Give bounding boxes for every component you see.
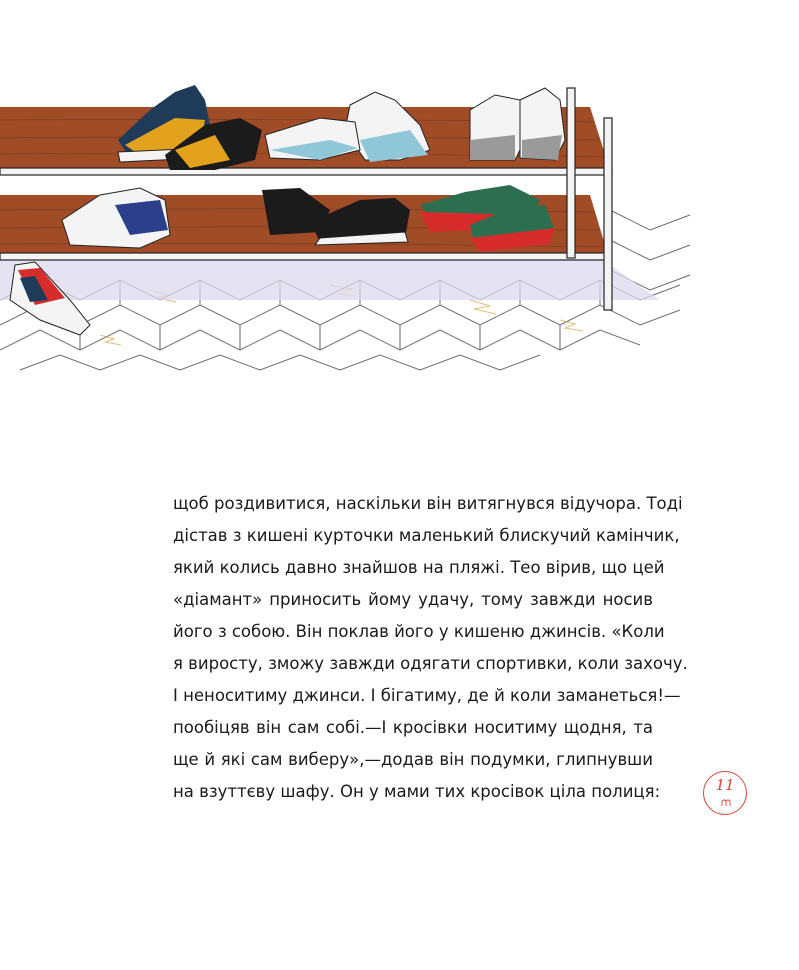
top-shelf-rail <box>0 168 612 175</box>
story-line: щоб роздивитися, наскільки він витягнувся відучора. Тоді <box>173 494 683 513</box>
story-line: пообіцяв він сам собі.—І кросівки носитиму щодня, та <box>173 718 653 737</box>
story-line: дістав з кишені курточки маленький блискучий камінчик, <box>173 526 680 545</box>
sneaker-grey-pair <box>470 88 565 160</box>
story-line: ще й які сам виберу»,—додав він подумки, глипнувши <box>173 750 653 769</box>
story-line: «діамант» приносить йому удачу, тому завжди носив <box>173 590 653 609</box>
story-line: І неноситиму джинси. І бігатиму, де й коли заманеться!— <box>173 686 681 705</box>
story-line: його з собою. Він поклав його у кишеню джинсів. «Коли <box>173 622 665 641</box>
story-line: на взуттєву шафу. Он у мами тих кросівок ціла полиця: <box>173 782 661 801</box>
story-line: який колись давно знайшов на пляжі. Тео вірив, що цей <box>173 558 665 577</box>
page-number: 11 <box>715 776 735 794</box>
publisher-logo-icon <box>721 799 731 807</box>
story-line: я виросту, зможу завжди одягати спортивки, коли захочу. <box>173 654 688 673</box>
bottom-shelf-rail <box>0 253 610 260</box>
page-number-badge <box>703 771 747 815</box>
rack-leg-front <box>604 118 612 310</box>
story-text <box>173 488 688 808</box>
shoe-rack-illustration <box>0 0 799 400</box>
rack-leg-back <box>567 88 575 258</box>
rack-shadow <box>0 258 660 300</box>
